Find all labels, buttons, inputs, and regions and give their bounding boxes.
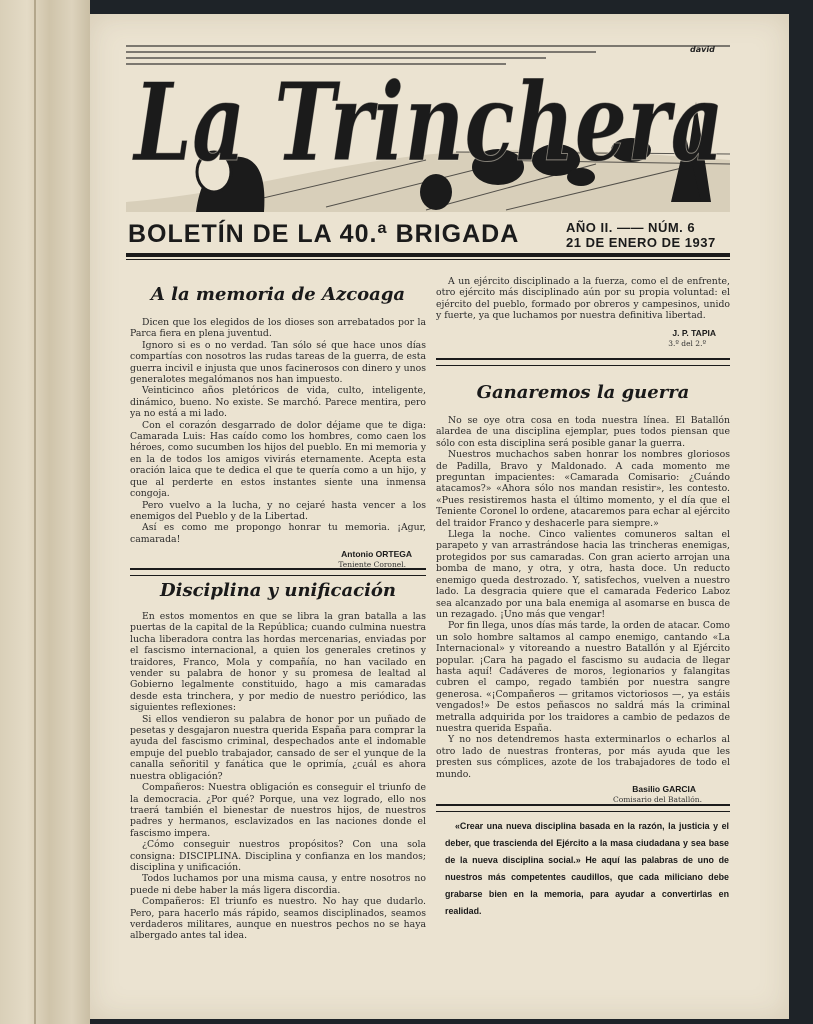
article-paragraph: ¿Cómo conseguir nuestros propósitos? Con una sola consigna: DISCIPLINA. Disciplina y confianza en los mandos; disciplina y unificación. [130, 839, 426, 873]
signature-role: Comisario del Batallón. [613, 795, 702, 804]
signature: J. P. TAPIA [672, 327, 716, 338]
article-disciplina [130, 580, 426, 942]
article-paragraph: Llega la noche. Cinco valientes comuneros saltan el parapeto y van arrastrándose hacia las trincheras enemigas, protegidos por sus camaradas. Con gran acierto arrojan una bomba de mano, y otra, y otra, hasta doce. Un reducto enemigo queda destrozado. Y, satisfechos, vuelven a nuestro lado. La desgracia quiere que el camarada Federico Laboz sea alcanzado por una bala enemiga al asomarse en busca de un rezagado. ¡Uno más que vengar! [436, 529, 730, 620]
newspaper-page [90, 14, 789, 1019]
article-paragraph: Ignoro si es o no verdad. Tan sólo sé que hace unos días compartías con nosotros las rudas tareas de la guerra, de esta guerra incivil e injusta que unos facinerosos con dinero y unos generalotes megalómanos nos han impuesto. [130, 339, 426, 386]
masthead-illustration [126, 42, 730, 212]
article-paragraph: No se oye otra cosa en toda nuestra línea. El Batallón alardea de una disciplina ejemplar, pues todos piensan que sólo con esta disciplina será posible ganar la guerra. [436, 415, 730, 449]
article-paragraph: Todos luchamos por una misma causa, y entre nosotros no puede ni debe haber la más ligera discordia. [130, 873, 426, 896]
quote-box [445, 818, 729, 920]
bulletin-title: BOLETÍN DE LA 40.ª BRIGADA [128, 220, 520, 248]
article-title: Disciplina y unificación [160, 580, 396, 601]
spine-edge [34, 0, 36, 1024]
column-divider [130, 568, 426, 576]
issue-date: 21 DE ENERO DE 1937 [566, 235, 716, 250]
column-divider [436, 358, 730, 366]
article-disciplina-continued [436, 276, 730, 349]
article-paragraph: Compañeros: Nuestra obligación es conseguir el triunfo de la democracia. ¿Por qué? Porque, una vez logrado, ello nos traerá también el bienestar de nuestros hijos, de nuestros padres y hermanos, esclavizados en las naciones donde el fascismo impera. [130, 782, 426, 839]
signature-role: Teniente Coronel. [338, 560, 406, 570]
article-paragraph: Compañeros: El triunfo es nuestro. No hay que dudarlo. Pero, para hacerlo más rápido, seamos disciplinados, seamos verdaderos militares, aunque en nuestros pechos no se haya albergado antes tal idea. [130, 896, 426, 942]
article-paragraph: Dicen que los elegidos de los dioses son arrebatados por la Parca fiera en plena juventud. [130, 317, 426, 340]
article-ganaremos [436, 382, 730, 805]
article-paragraph: Pero vuelvo a la lucha, y no cejaré hasta vencer a los enemigos del Pueblo y de la Libertad. [130, 499, 426, 522]
article-paragraph: Con el corazón desgarrado de dolor déjame que te diga: Camarada Luis: Has caído como los hombres, como caen los héroes, como sucumben los hijos del pueblo. En mi memoria y en la de todos los amigos vivirás eternamente. Acepta esta oración laica que te dedica el que te quería como a un hijo, y que al perderte en estos instantes siente una inmensa congoja. [130, 419, 426, 500]
article-paragraph: Y no nos detendremos hasta exterminarlos o echarlos al otro lado de nuestras fronteras, por más ayuda que les presten sus cómplices, azote de los trabajadores de todo el mundo. [436, 734, 730, 780]
header-rule-thin [126, 259, 730, 260]
artist-signature: david [690, 45, 715, 54]
signature-role: 3.º del 2.º [668, 338, 706, 348]
column-divider [436, 804, 730, 812]
article-paragraph: Si ellos vendieron su palabra de honor por un puñado de pesetas y desgajaron nuestra querida España para comprar la ayuda del fascismo criminal, despechados ante el indomable empuje del pueblo trabajador, cansado de ser el yunque de la canalla señoritil y fanática que le oprimía, ¿cuál es ahora nuestra obligación? [130, 713, 426, 782]
quote-text: «Crear una nueva disciplina basada en la razón, la justicia y el deber, que trascienda del Ejército a la masa ciudadana y sea base de la nueva disciplina social.» He aquí las palabras de uno de nuestros más competentes caudillos, que cada miliciano debe grabarse bien en la memoria, para ayudar a convertirlas en realidad. [445, 821, 729, 916]
article-azcoaga [130, 284, 426, 571]
article-title: A la memoria de Azcoaga [150, 284, 406, 305]
header-rule [126, 253, 730, 257]
article-paragraph: Así es como me propongo honrar tu memoria. ¡Agur, camarada! [130, 522, 426, 545]
masthead-info [126, 218, 730, 256]
signature: Antonio ORTEGA [341, 549, 412, 560]
article-paragraph: En estos momentos en que se libra la gran batalla a las puertas de la capital de la República; cuando culmina nuestra lucha liberadora contra las hordas mercenarias, enviadas por el fascismo internacional, a quien los generales cretinos y traidores, Franco, Mola y compañía, no han vacilado en vender su palabra de honor y su promesa de lealtad al Gobierno legalmente constituido, hago a mis camaradas desde esta trinchera, y por medio de nuestro periódico, las siguientes reflexiones: [130, 611, 426, 714]
svg-text:La Trinchera: La Trinchera [131, 60, 724, 186]
svg-text:La Trinchera: La Trinchera [131, 60, 724, 186]
binding-spine [0, 0, 90, 1024]
signature: Basilio GARCIA [632, 784, 696, 794]
issue-number: AÑO II. —— NÚM. 6 [566, 220, 696, 235]
article-paragraph: Por fin llega, unos días más tarde, la orden de atacar. Como un solo hombre saltamos al campo enemigo, cantando «La Internacional» y vitoreando a nuestro Batallón y al Ejército popular. ¡Cara ha pagado el fascismo su audacia de llegar hasta aquí! Cadáveres de moros, legionarios y falangitas cubren el campo, regado también por nuestra sangre generosa. «¡Compañeros — gritamos victoriosos —, ya estáis vengados!» De estos peñascos no saldrá más la criminal metralla adquirida por los traidores a cambio de pedazos de nuestra querida España. [436, 620, 730, 734]
article-title: Ganaremos la guerra [476, 382, 690, 403]
article-paragraph: Nuestros muchachos saben honrar los nombres gloriosos de Padilla, Bravo y Maldonado. A cada momento me preguntan impacientes: «Camarada Comisario: ¿Cuándo atacamos?» «Ahora sólo nos mandan resistir», les contesto. «Pues resistiremos hasta el último momento, y el día que el Teniente Coronel lo ordene, atacaremos para echar al ejército del traidor Franco y deshacerle para siempre.» [436, 449, 730, 529]
article-paragraph: Veinticinco años pletóricos de vida, culto, inteligente, dinámico, bueno. No existe. Se marchó. Parece mentira, pero ya no está a mi lado. [130, 385, 426, 420]
article-paragraph: A un ejército disciplinado a la fuerza, como el de enfrente, otro ejército más disciplinado aún por su propia voluntad: el ejército del pueblo, formado por obreros y campesinos, unido y fuerte, ya que luchamos por nuestra definitiva libertad. [436, 276, 730, 322]
